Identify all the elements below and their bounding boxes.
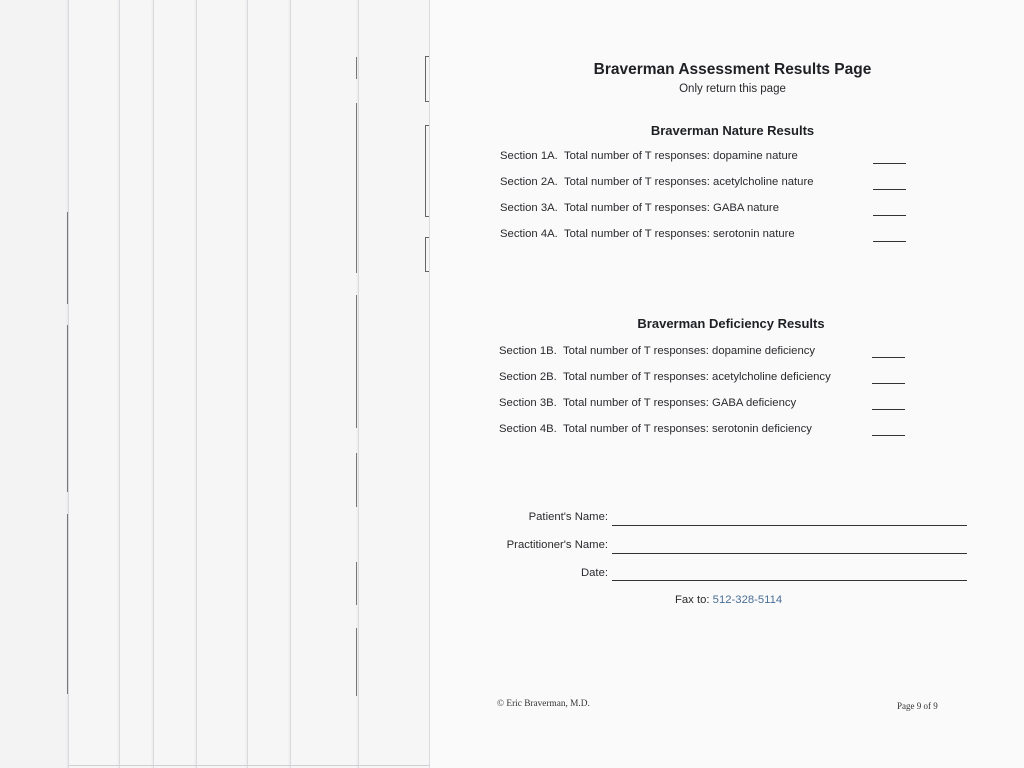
deficiency-heading: Braverman Deficiency Results (637, 316, 825, 331)
deficiency-2-answer-blank[interactable] (872, 383, 905, 384)
deficiency-3-answer-blank[interactable] (872, 409, 905, 410)
fax-line (675, 594, 782, 606)
section-label: Section 2B. (499, 371, 557, 383)
deficiency-row-3 (499, 397, 796, 409)
page-subtitle: Only return this page (679, 83, 786, 95)
page-edge-mark (356, 103, 357, 273)
nature-2-answer-blank[interactable] (873, 189, 906, 190)
date-label: Date: (580, 567, 608, 579)
date-field[interactable] (612, 580, 967, 581)
section-label: Section 4B. (499, 423, 557, 435)
section-text: Total number of T responses: dopamine nature (564, 150, 798, 162)
page-edge-mark (67, 325, 68, 492)
page-edge-mark (356, 628, 357, 696)
patient-name-label: Patient's Name: (528, 511, 608, 523)
nature-row-4 (500, 228, 795, 240)
copyright-footer: © Eric Braverman, M.D. (497, 699, 590, 709)
nature-row-2 (500, 176, 814, 188)
deficiency-row-4 (499, 423, 812, 435)
page-number: Page 9 of 9 (897, 701, 938, 711)
practitioner-name-field[interactable] (612, 553, 967, 554)
page-title: Braverman Assessment Results Page (593, 61, 872, 78)
nature-row-3 (500, 202, 779, 214)
nature-row-1 (500, 150, 798, 162)
deficiency-1-answer-blank[interactable] (872, 357, 905, 358)
deficiency-4-answer-blank[interactable] (872, 435, 905, 436)
section-label: Section 1B. (499, 345, 557, 357)
page-edge-mark (356, 453, 357, 507)
section-label: Section 1A. (500, 150, 558, 162)
page-edge-mark (356, 562, 357, 605)
section-text: Total number of T responses: serotonin nature (564, 228, 795, 240)
section-text: Total number of T responses: GABA deficiency (563, 397, 797, 409)
section-text: Total number of T responses: GABA nature (564, 202, 779, 214)
section-label: Section 4A. (500, 228, 558, 240)
page-edge-mark (356, 57, 357, 79)
section-text: Total number of T responses: acetylcholine nature (564, 176, 814, 188)
deficiency-row-2 (499, 371, 831, 383)
section-label: Section 3A. (500, 202, 558, 214)
section-text: Total number of T responses: serotonin deficiency (563, 423, 812, 435)
nature-4-answer-blank[interactable] (873, 241, 906, 242)
patient-name-field[interactable] (612, 525, 967, 526)
section-text: Total number of T responses: acetylcholine deficiency (563, 371, 831, 383)
nature-1-answer-blank[interactable] (873, 163, 906, 164)
fax-number: 512-328-5114 (712, 594, 783, 606)
deficiency-row-1 (499, 345, 815, 357)
nature-3-answer-blank[interactable] (873, 215, 906, 216)
section-label: Section 3B. (499, 397, 557, 409)
section-label: Section 2A. (500, 176, 558, 188)
section-text: Total number of T responses: dopamine deficiency (563, 345, 816, 357)
fax-label: Fax to: (675, 594, 710, 606)
page-edge-mark (67, 514, 68, 694)
page-edge-mark (356, 295, 357, 428)
page-edge-mark (67, 212, 68, 304)
results-page (429, 0, 1024, 768)
practitioner-name-label: Practitioner's Name: (506, 539, 608, 551)
nature-heading: Braverman Nature Results (650, 123, 815, 138)
